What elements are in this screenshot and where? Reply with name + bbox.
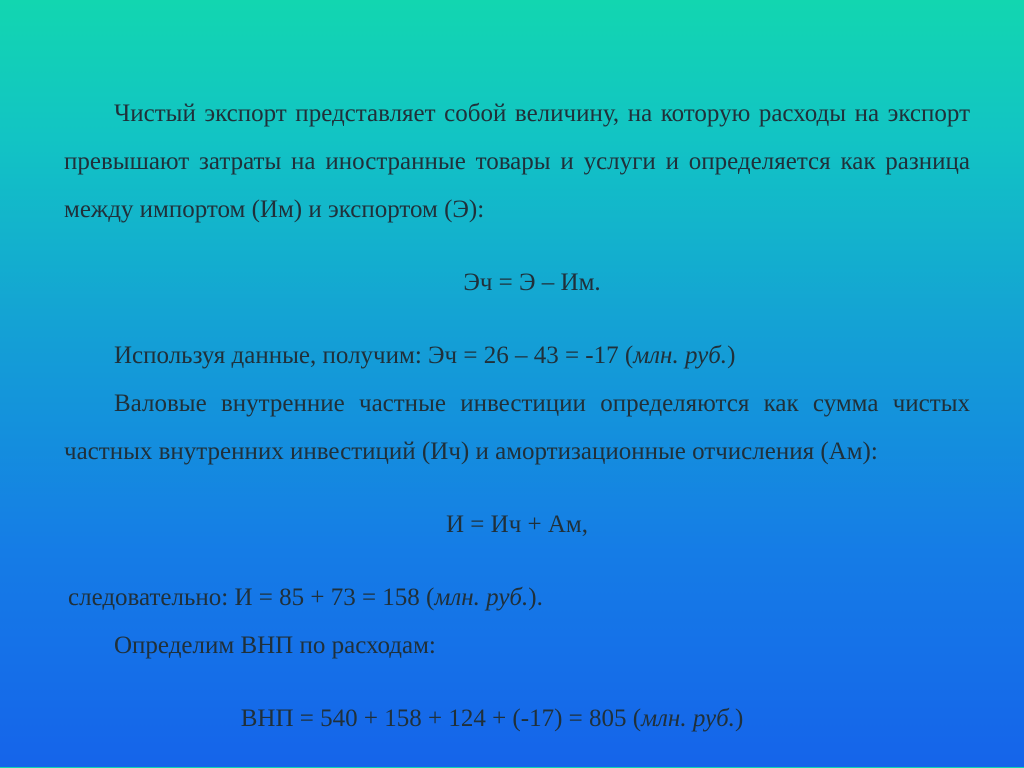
slide-content [64, 90, 970, 768]
gnp-expenditure-heading: Определим ВНП по расходам: [114, 632, 436, 659]
calc-investment-text: следовательно: И = 85 + 73 = 158 ( [68, 584, 435, 611]
formula-gnp-unit: млн. руб. [641, 705, 735, 732]
paragraph-net-export-definition: Чистый экспорт представляет собой величину, на которую расходы на экспорт превышают затраты на иностранные товары и услуги и определяется как разница между импортом (Им) и экспортом (Э): [64, 100, 970, 223]
formula-gnp-close: ) [734, 705, 744, 732]
formula-gnp-text: ВНП = 540 + 158 + 124 + (-17) = 805 ( [240, 705, 642, 732]
calc-net-export [64, 332, 970, 380]
paragraph-investment-definition: Валовые внутренние частные инвестиции определяются как сумма чистых частных внутренних инвестиций (Ич) и амортизационные отчисления (Ам): [64, 390, 970, 465]
formula-gnp [64, 695, 970, 743]
calc-net-export-unit: млн. руб. [633, 342, 728, 369]
calc-net-export-close: ) [727, 342, 736, 369]
calc-investment-close: ). [528, 584, 543, 611]
formula-investment: И = Ич + Ам, [445, 511, 588, 538]
calc-investment-unit: млн. руб. [434, 584, 529, 611]
calc-net-export-text: Используя данные, получим: Эч = 26 – 43 = -17 ( [114, 342, 634, 369]
formula-net-export: Эч = Э – Им. [463, 269, 601, 296]
calc-investment [64, 574, 970, 622]
